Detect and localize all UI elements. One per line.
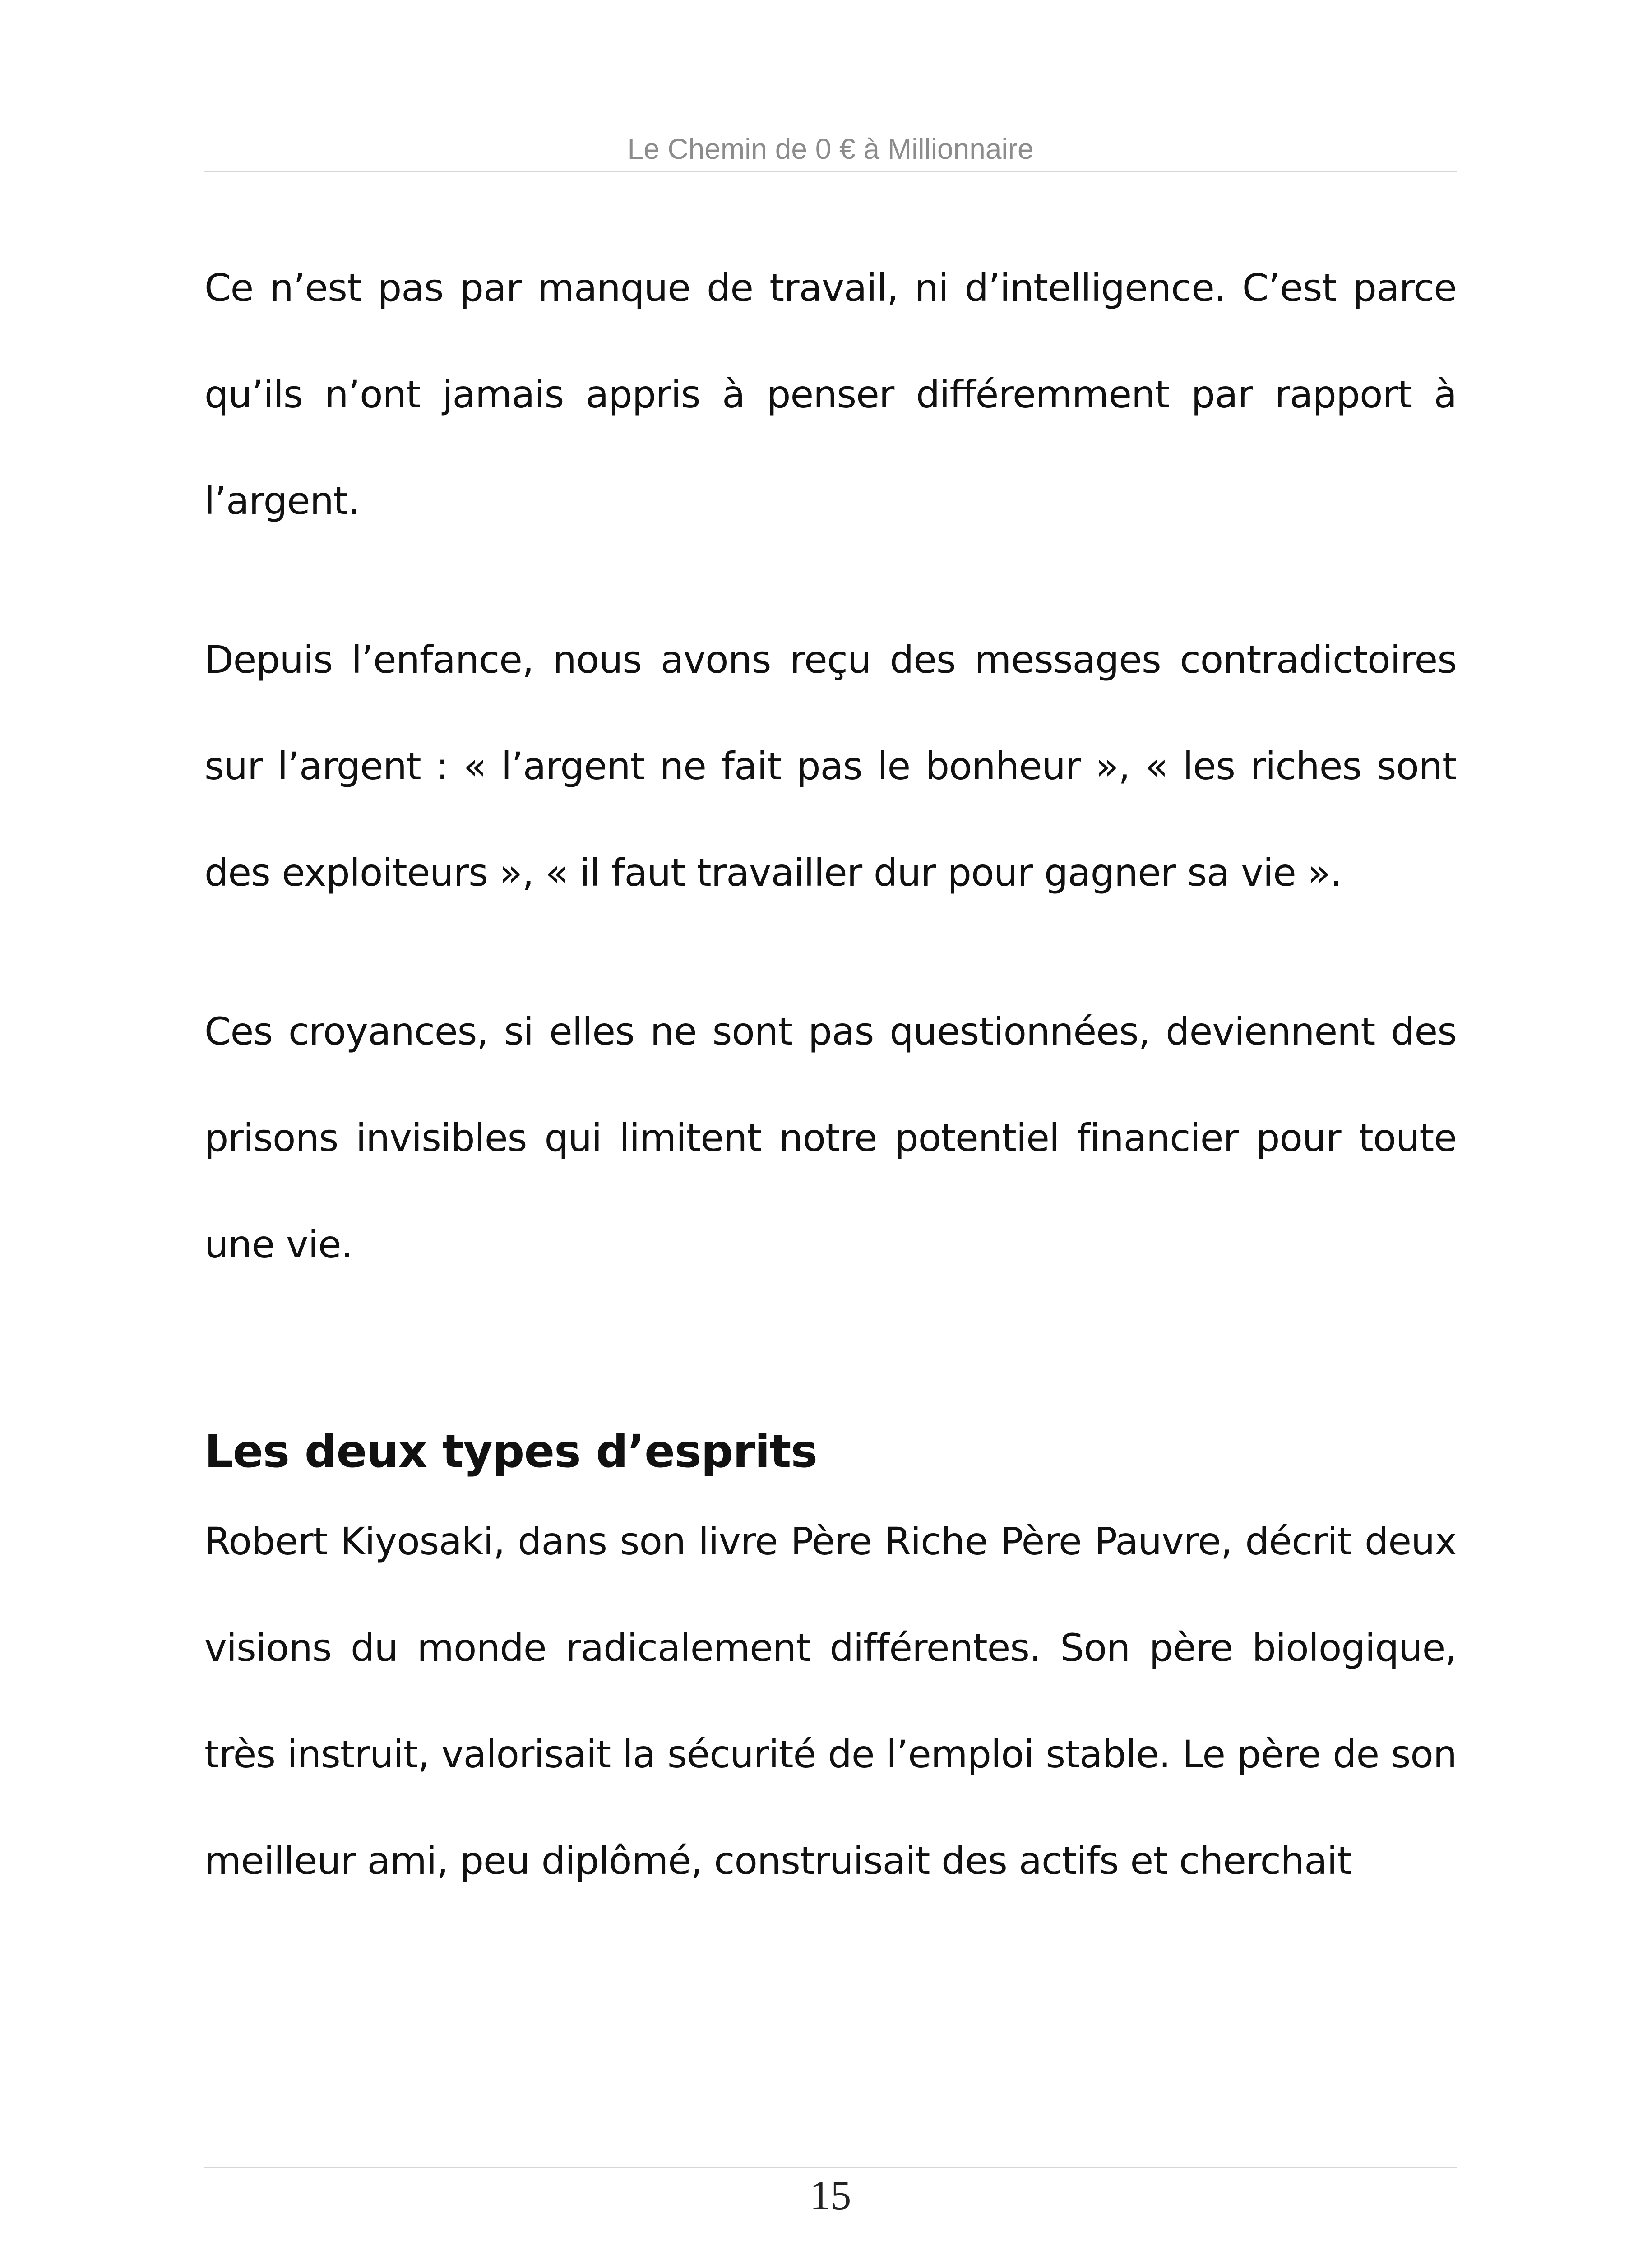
running-header-title: Le Chemin de 0 € à Millionnaire bbox=[627, 133, 1034, 165]
page-body bbox=[204, 235, 1457, 1914]
paragraph-3: Ces croyances, si elles ne sont pas questionnées, deviennent des prisons invisibles qui limitent notre potentiel financier pour toute une vie. bbox=[204, 1009, 1457, 1267]
paragraph-1: Ce n’est pas par manque de travail, ni d’intelligence. C’est parce qu’ils n’ont jamais appris à penser différemment par rapport à l’argent. bbox=[204, 266, 1457, 523]
page-number: 15 bbox=[810, 2172, 851, 2218]
section-heading: Les deux types d’esprits bbox=[204, 1425, 817, 1478]
header-divider bbox=[204, 171, 1457, 172]
paragraph-2: Depuis l’enfance, nous avons reçu des messages contradictoires sur l’argent : « l’argent ne fait pas le bonheur », « les riches sont des exploiteurs », « il faut travailler dur pour gagner sa vie ». bbox=[204, 638, 1457, 895]
paragraph-4: Robert Kiyosaki, dans son livre Père Riche Père Pauvre, décrit deux visions du monde radicalement différentes. Son père biologique, très instruit, valorisait la sécurité de l’emploi stable. Le père de son meilleur ami, peu diplômé, construisait des actifs et cherchait bbox=[204, 1519, 1457, 1883]
